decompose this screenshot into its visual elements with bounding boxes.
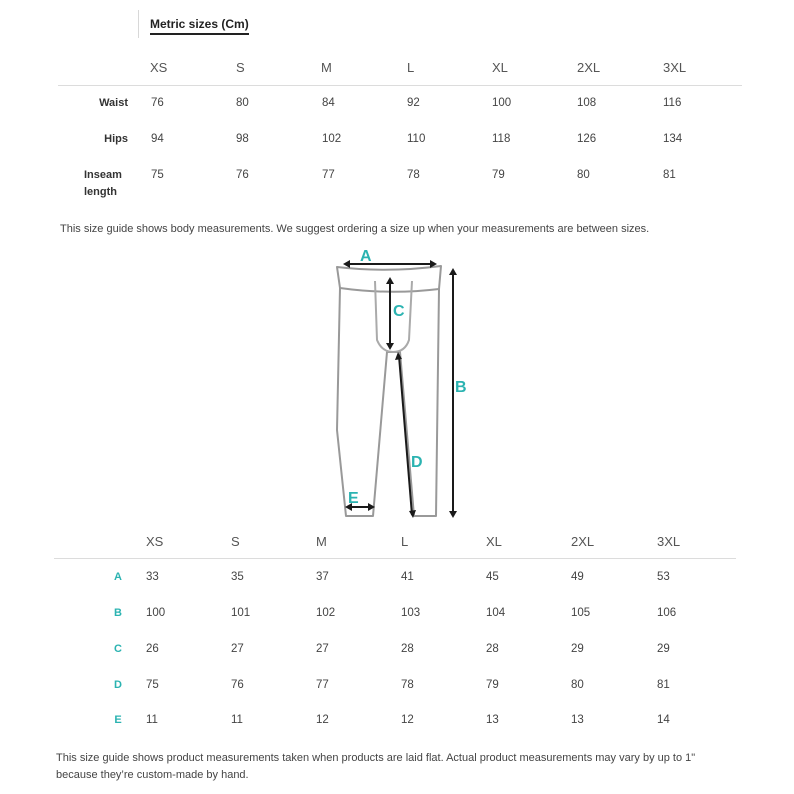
- product-measurement-note-line-1: This size guide shows product measurements taken when products are laid flat. Actual product measurements may vary by up to 1": [56, 752, 696, 764]
- body-size-header-l: L: [407, 60, 415, 75]
- product-size-header-l: L: [401, 534, 409, 549]
- product-size-header-xl: XL: [486, 534, 502, 549]
- table-cell: 92: [407, 97, 420, 109]
- table-cell: 79: [486, 679, 499, 691]
- table-cell: 81: [657, 679, 670, 691]
- table-cell: 106: [657, 607, 677, 619]
- table-cell: 80: [577, 169, 590, 181]
- table-cell: 13: [571, 714, 584, 726]
- table-cell: 29: [571, 643, 584, 655]
- table-cell: 79: [492, 169, 505, 181]
- body-measurement-note: This size guide shows body measurements. We suggest ordering a size up when your measurements are between sizes.: [60, 223, 650, 235]
- table-cell: 27: [231, 643, 244, 655]
- table-cell: 29: [657, 643, 670, 655]
- body-size-header-2xl: 2XL: [577, 60, 601, 75]
- tab-metric-sizes[interactable]: Metric sizes (Cm): [150, 17, 249, 35]
- table-cell: 53: [657, 571, 670, 583]
- table-cell: 13: [486, 714, 499, 726]
- table-cell: 78: [407, 169, 420, 181]
- table-cell: 104: [486, 607, 506, 619]
- table-cell: 76: [151, 97, 164, 109]
- diagram-letter-b: B: [455, 379, 467, 396]
- body-size-header-xs: XS: [150, 60, 168, 75]
- body-row-label-inseam: Inseam length: [84, 169, 122, 198]
- table-cell: 27: [316, 643, 329, 655]
- product-size-header-xs: XS: [146, 534, 164, 549]
- table-cell: 80: [571, 679, 584, 691]
- product-row-label-e: E: [114, 714, 122, 726]
- product-table-divider: [54, 558, 736, 559]
- table-cell: 118: [492, 133, 511, 145]
- table-cell: 26: [146, 643, 159, 655]
- product-row-label-a: A: [114, 571, 122, 583]
- body-size-header-xl: XL: [492, 60, 508, 75]
- table-cell: 28: [401, 643, 414, 655]
- diagram-letter-e: E: [348, 490, 359, 507]
- table-cell: 100: [492, 97, 512, 109]
- product-row-label-b: B: [114, 607, 122, 619]
- table-cell: 49: [571, 571, 584, 583]
- product-row-label-d: D: [114, 679, 122, 691]
- table-cell: 103: [401, 607, 421, 619]
- diagram-letter-d: D: [411, 454, 423, 471]
- table-cell: 12: [316, 714, 329, 726]
- table-cell: 37: [316, 571, 329, 583]
- table-cell: 116: [663, 97, 682, 109]
- product-size-header-m: M: [316, 534, 327, 549]
- body-row-label-waist: Waist: [99, 97, 128, 109]
- table-cell: 77: [316, 679, 329, 691]
- body-size-header-s: S: [236, 60, 245, 75]
- table-cell: 80: [236, 97, 249, 109]
- table-cell: 126: [577, 133, 597, 145]
- table-cell: 108: [577, 97, 597, 109]
- table-cell: 45: [486, 571, 499, 583]
- table-cell: 77: [322, 169, 335, 181]
- body-size-header-m: M: [321, 60, 332, 75]
- table-cell: 94: [151, 133, 164, 145]
- table-cell: 41: [401, 571, 414, 583]
- table-cell: 75: [146, 679, 159, 691]
- table-cell: 134: [663, 133, 683, 145]
- table-cell: 101: [231, 607, 251, 619]
- table-cell: 105: [571, 607, 591, 619]
- table-cell: 102: [316, 607, 336, 619]
- product-measurement-note-line-2: because they’re custom-made by hand.: [56, 769, 249, 781]
- table-cell: 76: [236, 169, 249, 181]
- diagram-letter-c: C: [393, 303, 405, 320]
- table-cell: 84: [322, 97, 335, 109]
- table-cell: 98: [236, 133, 249, 145]
- product-size-header-s: S: [231, 534, 240, 549]
- product-size-header-3xl: 3XL: [657, 534, 681, 549]
- table-cell: 81: [663, 169, 676, 181]
- table-cell: 78: [401, 679, 414, 691]
- diagram-letter-a: A: [360, 248, 372, 265]
- table-cell: 33: [146, 571, 159, 583]
- table-cell: 28: [486, 643, 499, 655]
- product-row-label-c: C: [114, 643, 122, 655]
- table-cell: 11: [231, 714, 243, 726]
- product-size-header-2xl: 2XL: [571, 534, 595, 549]
- table-cell: 75: [151, 169, 164, 181]
- table-cell: 100: [146, 607, 166, 619]
- table-cell: 12: [401, 714, 414, 726]
- table-cell: 35: [231, 571, 244, 583]
- table-cell: 110: [407, 133, 426, 145]
- table-cell: 11: [146, 714, 158, 726]
- table-cell: 14: [657, 714, 670, 726]
- body-row-label-hips: Hips: [104, 133, 128, 145]
- table-cell: 76: [231, 679, 244, 691]
- body-size-header-3xl: 3XL: [663, 60, 687, 75]
- table-cell: 102: [322, 133, 342, 145]
